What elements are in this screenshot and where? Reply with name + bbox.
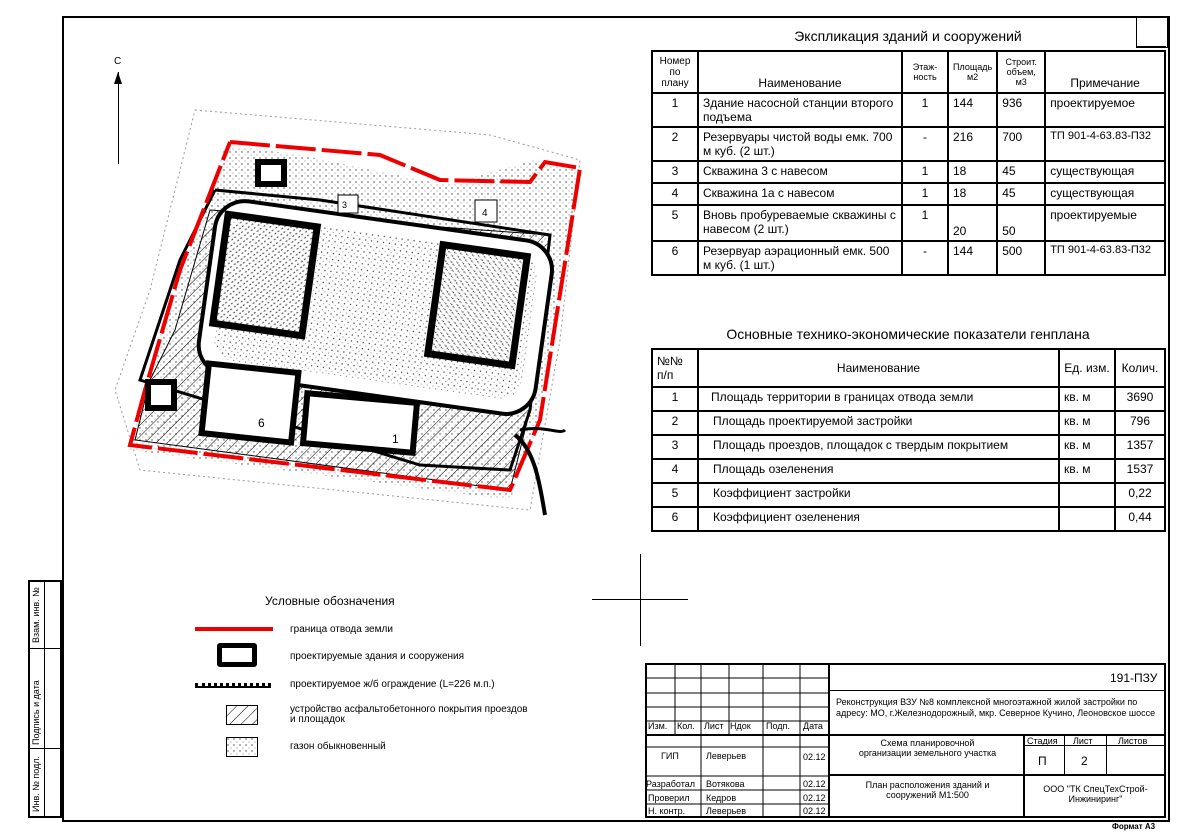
explication-title: Экспликация зданий и сооружений xyxy=(794,28,1022,44)
cell: Здание насосной станции второго подъема xyxy=(698,93,902,127)
table-row xyxy=(652,411,1165,435)
cell: 1 xyxy=(652,387,698,411)
cell: 2 xyxy=(652,127,698,161)
cell: 18 xyxy=(948,183,997,205)
cell: Площадь озеленения xyxy=(698,459,1059,483)
cell: Площадь территории в границах отвода земли xyxy=(698,387,1059,411)
indicators-header-row xyxy=(652,349,1165,387)
indicators-title: Основные технико-экономические показатели генплана xyxy=(726,326,1090,342)
stamp-vline-2 xyxy=(1023,734,1025,818)
stamp-name-check: Кедров xyxy=(706,793,737,803)
format-label: Формат А3 xyxy=(1112,822,1156,831)
cell: Скважина 1а с навесом xyxy=(698,183,902,205)
cell: 5 xyxy=(652,205,698,241)
stamp-date-dev: 02.12 xyxy=(803,779,826,789)
table-row xyxy=(652,387,1165,411)
cell: 1 xyxy=(902,205,948,241)
cell: существующая xyxy=(1045,161,1165,183)
cell: 4 xyxy=(652,459,698,483)
cell: 1 xyxy=(652,93,698,127)
col-unit: Ед. изм. xyxy=(1059,349,1115,387)
cell: 45 xyxy=(997,183,1045,205)
cell xyxy=(1059,483,1115,507)
legend-item-boundary: граница отвода земли xyxy=(290,624,393,635)
table-row xyxy=(652,183,1165,205)
indicators-table xyxy=(651,348,1166,532)
stamp-role-check: Проверил xyxy=(648,793,690,803)
stamp-col-izm: Изм. xyxy=(648,721,668,731)
reservoir-right xyxy=(428,245,527,366)
stamp-sheets-label: Листов xyxy=(1118,736,1148,746)
cell: Коэффициент застройки xyxy=(698,483,1059,507)
cell: - xyxy=(902,127,948,161)
table-row xyxy=(652,127,1165,161)
stamp-role-norm: Н. контр. xyxy=(648,806,686,816)
table-row xyxy=(652,435,1165,459)
cell: 0,22 xyxy=(1115,483,1165,507)
stamp-hline-3 xyxy=(828,774,1166,776)
cell: существующая xyxy=(1045,183,1165,205)
stamp-col-podp: Подп. xyxy=(766,721,790,731)
legend-item-fence: проектируемое ж/б ограждение (L=226 м.п.) xyxy=(290,679,495,690)
col-number: Номер по плану xyxy=(652,51,698,93)
cell: кв. м xyxy=(1059,411,1115,435)
stamp-stage-v2 xyxy=(1106,734,1107,774)
stamp-role-dev: Разработал xyxy=(646,779,695,789)
plan-label-4: 4 xyxy=(482,208,488,219)
legend-item-lawn: газон обыкновенный xyxy=(290,741,386,752)
cell: Вновь пробуреваемые скважины с навесом (2 шт.) xyxy=(698,205,902,241)
stamp-col-kol: Кол. xyxy=(677,721,695,731)
legend-item-building: проектируемые здания и сооружения xyxy=(290,651,465,662)
cell: 700 xyxy=(997,127,1045,161)
stamp-hline-1 xyxy=(828,690,1166,691)
col-note: Примечание xyxy=(1045,51,1165,93)
col-name: Наименование xyxy=(698,349,1059,387)
col-volume: Строит. объем, м3 xyxy=(997,51,1045,93)
cell: 2 xyxy=(652,411,698,435)
cell: кв. м xyxy=(1059,387,1115,411)
top-line xyxy=(1136,46,1166,47)
cell: 20 xyxy=(948,205,997,241)
col-qty: Колич. xyxy=(1115,349,1165,387)
col-area: Площадь м2 xyxy=(948,51,997,93)
cell: 3 xyxy=(652,161,698,183)
stamp-date-gip: 02.12 xyxy=(803,752,826,762)
table-row xyxy=(652,205,1165,241)
cell: 500 xyxy=(997,241,1045,275)
table-row xyxy=(652,93,1165,127)
cell: 936 xyxy=(997,93,1045,127)
stamp-company: ООО "ТК СпецТехСтрой-Инжиниринг" xyxy=(1043,784,1148,804)
cell: 216 xyxy=(948,127,997,161)
stamp-sheet-title: Схема планировочной организации земельного участка xyxy=(858,738,997,758)
side-label-inventory: Инв. № подл. xyxy=(31,755,41,812)
table-row xyxy=(652,483,1165,507)
reservoir-left xyxy=(213,214,317,335)
cell: 50 xyxy=(997,205,1045,241)
table-row xyxy=(652,161,1165,183)
side-label-replace: Взам. инв. № xyxy=(31,587,41,643)
stamp-col-ndok: Ндок xyxy=(730,721,751,731)
legend-asphalt-symbol xyxy=(226,705,258,725)
well-3 xyxy=(338,195,358,213)
cell: Скважина 3 с навесом xyxy=(698,161,902,183)
plan-label-3: 3 xyxy=(342,200,348,210)
cell: 1537 xyxy=(1115,459,1165,483)
stamp-sheet-value: 2 xyxy=(1081,754,1088,768)
stamp-code: 191-ПЗУ xyxy=(1110,671,1158,685)
site-plan xyxy=(90,90,620,530)
stamp-col-list: Лист xyxy=(704,721,724,731)
cell: 5 xyxy=(652,483,698,507)
cell: 1 xyxy=(902,161,948,183)
stamp-stage-label: Стадия xyxy=(1027,736,1058,746)
cell: - xyxy=(902,241,948,275)
cell: кв. м xyxy=(1059,435,1115,459)
col-num: №№ п/п xyxy=(652,349,698,387)
legend-building-symbol xyxy=(217,643,257,667)
stamp-stage-v1 xyxy=(1064,734,1065,774)
side-label-signature: Подпись и дата xyxy=(31,680,41,745)
stamp-name-dev: Вотякова xyxy=(706,779,745,789)
cell: Площадь проектируемой застройки xyxy=(698,411,1059,435)
cell: Резервуары чистой воды емк. 700 м куб. (2 шт.) xyxy=(698,127,902,161)
legend-fence-symbol xyxy=(195,683,271,688)
explication-table xyxy=(651,50,1166,276)
stamp-stage-value: П xyxy=(1038,754,1047,768)
stamp-date-check: 02.12 xyxy=(803,793,826,803)
cell: проектируемые xyxy=(1045,205,1165,241)
stamp-date-norm: 02.12 xyxy=(803,806,826,816)
table-row xyxy=(652,459,1165,483)
col-name: Наименование xyxy=(698,51,902,93)
cell: Площадь проездов, площадок с твердым покрытием xyxy=(698,435,1059,459)
well-5b xyxy=(148,382,174,408)
cell: 3 xyxy=(652,435,698,459)
col-floors: Этаж-ность xyxy=(902,51,948,93)
cell: 0,44 xyxy=(1115,507,1165,531)
stamp-sheet-label: Лист xyxy=(1073,736,1093,746)
north-label: С xyxy=(114,56,122,67)
crosshair-v xyxy=(640,554,641,646)
cell: 18 xyxy=(948,161,997,183)
legend-lawn-symbol xyxy=(226,737,258,757)
legend-item-asphalt: устройство асфальтобетонного покрытия проездов и площадок xyxy=(290,704,528,725)
building-6 xyxy=(202,363,299,442)
cell: Коэффициент озеленения xyxy=(698,507,1059,531)
cell: 45 xyxy=(997,161,1045,183)
cell: 1 xyxy=(902,93,948,127)
cell: 6 xyxy=(652,241,698,275)
cell: проектируемое xyxy=(1045,93,1165,127)
stamp-drawing-title: План расположения зданий и сооружений М1:500 xyxy=(865,780,990,800)
legend-boundary-symbol xyxy=(195,627,273,631)
well-5a xyxy=(258,162,284,184)
plan-label-6: 6 xyxy=(258,416,265,430)
cell: 4 xyxy=(652,183,698,205)
cell: 1 xyxy=(902,183,948,205)
cell: 144 xyxy=(948,93,997,127)
stamp-name-norm: Леверьев xyxy=(706,806,747,816)
cell: 3690 xyxy=(1115,387,1165,411)
cell: 144 xyxy=(948,241,997,275)
cell: кв. м xyxy=(1059,459,1115,483)
table-row xyxy=(652,507,1165,531)
cell: 796 xyxy=(1115,411,1165,435)
stamp-role-gip: ГИП xyxy=(661,751,679,761)
cell xyxy=(1059,507,1115,531)
table-row xyxy=(652,241,1165,275)
explication-header-row xyxy=(652,51,1165,93)
cell: 6 xyxy=(652,507,698,531)
cell: 1357 xyxy=(1115,435,1165,459)
plan-label-1: 1 xyxy=(392,432,399,446)
cell: ТП 901-4-63.83-П32 xyxy=(1045,127,1165,161)
building-1 xyxy=(303,393,417,452)
legend-title: Условные обозначения xyxy=(265,594,395,608)
cell: Резервуар аэрационный емк. 500 м куб. (1 шт.) xyxy=(698,241,902,275)
cell: ТП 901-4-63.83-П32 xyxy=(1045,241,1165,275)
stamp-col-date: Дата xyxy=(803,721,823,731)
stamp-name-gip: Леверьев xyxy=(706,751,747,761)
stamp-project: Реконструкция ВЗУ №8 комплексной многоэтажной жилой застройки по адресу: МО, г.Железнодорожный, мкр. Северное Кучино, Леоновское шоссе xyxy=(836,697,1156,718)
